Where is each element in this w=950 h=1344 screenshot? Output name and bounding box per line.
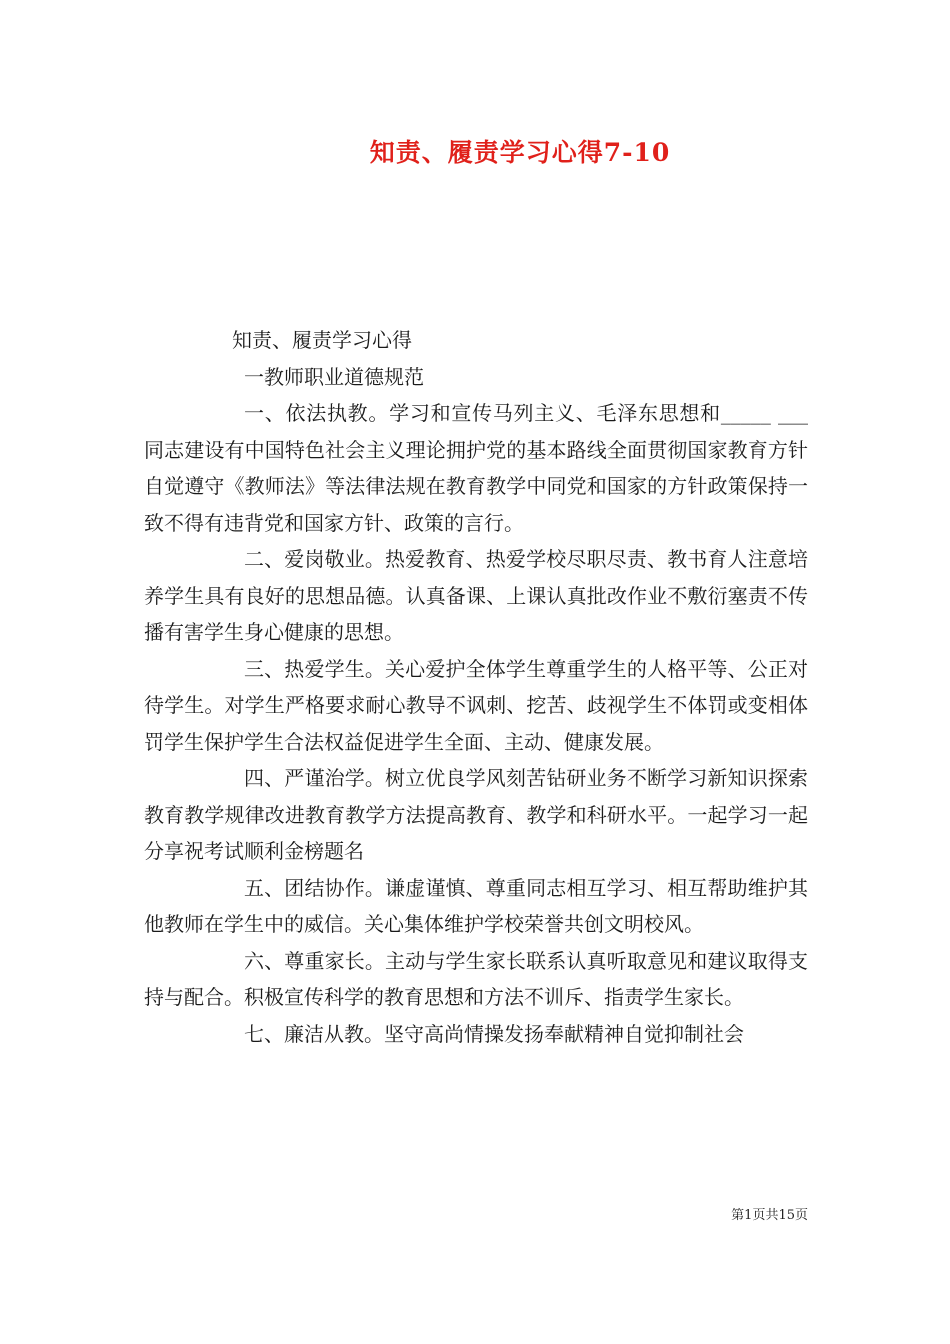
section-heading: 一教师职业道德规范 [244, 364, 424, 389]
paragraph-7: 七、廉洁从教。坚守高尚情操发扬奉献精神自觉抑制社会 [244, 1021, 744, 1046]
subtitle: 知责、履责学习心得 [232, 328, 412, 352]
document-body [144, 322, 808, 1052]
paragraph-4: 四、严谨治学。树立优良学风刻苦钻研业务不断学习新知识探索教育教学规律改进教育教学方法提高教育、教学和科研水平。一起学习一起分享祝考试顺利金榜题名 [144, 766, 808, 863]
paragraph-6: 六、尊重家长。主动与学生家长联系认真听取意见和建议取得支持与配合。积极宣传科学的教育思想和方法不训斥、指责学生家长。 [144, 948, 808, 1009]
paragraph-1: 一、依法执教。学习和宣传马列主义、毛泽东思想和_____ ___同志建设有中国特色社会主义理论拥护党的基本路线全面贯彻国家教育方针自觉遵守《教师法》等法律法规在教育教学中同党和国家的方针政策保持一致不得有违背党和国家方针、政策的言行。 [144, 401, 808, 535]
paragraph-3: 三、热爱学生。关心爱护全体学生尊重学生的人格平等、公正对待学生。对学生严格要求耐心教导不讽刺、挖苦、歧视学生不体罚或变相体罚学生保护学生合法权益促进学生全面、主动、健康发展。 [144, 656, 808, 754]
paragraph-5: 五、团结协作。谦虚谨慎、尊重同志相互学习、相互帮助维护其他教师在学生中的威信。关心集体维护学校荣誉共创文明校风。 [144, 875, 808, 936]
paragraph-2: 二、爱岗敬业。热爱教育、热爱学校尽职尽责、教书育人注意培养学生具有良好的思想品德。认真备课、上课认真批改作业不敷衍塞责不传播有害学生身心健康的思想。 [144, 547, 808, 644]
page-footer: 第1页共15页 [731, 1208, 808, 1223]
document-title: 知责、履责学习心得7-10 [369, 138, 671, 167]
